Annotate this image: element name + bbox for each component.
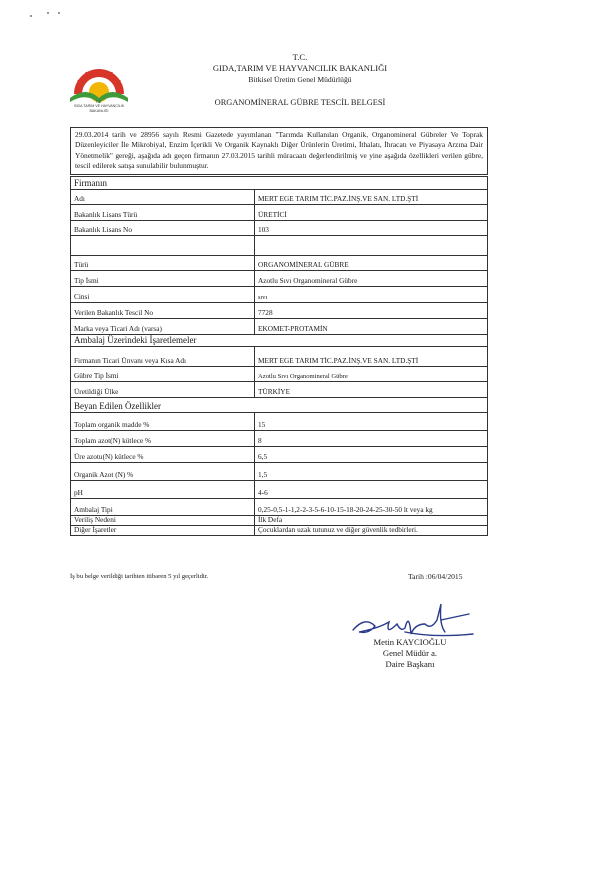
table-row: [71, 515, 487, 525]
row-label: pH: [71, 481, 255, 498]
logo-text-tc: T.C.: [95, 100, 103, 104]
table-row: [71, 498, 487, 515]
row-value: 8: [258, 436, 262, 445]
row-value: 7728: [258, 308, 273, 317]
table-row: [71, 346, 487, 366]
header-department: Bitkisel Üretim Genel Müdürlüğü: [248, 75, 352, 84]
row-value: Azotlu Sıvı Organomineral Gübre: [258, 373, 348, 380]
row-value: TÜRKİYE: [258, 387, 291, 396]
table-row: [71, 302, 487, 318]
row-value: 4-6: [258, 488, 268, 497]
row-value: 1,5: [258, 470, 268, 479]
row-label: Marka veya Ticari Adı (varsa): [71, 319, 255, 334]
table-row: [71, 381, 487, 397]
table-row: [71, 462, 487, 480]
scan-speck: [30, 15, 32, 17]
row-value: ORGANOMİNERAL GÜBRE: [258, 260, 349, 269]
row-label: Organik Azot (N) %: [71, 463, 255, 480]
table-row: [71, 220, 487, 235]
row-value: Azotlu Sıvı Organomineral Gübre: [258, 276, 358, 285]
logo-text-bakanlik: BAKANLIĞI: [89, 108, 109, 113]
logo-text-ministry: GIDA TARIM VE HAYVANCILIK: [73, 104, 125, 109]
scan-speck: [47, 12, 49, 14]
row-value: sıvı: [258, 294, 268, 301]
table-row: [71, 412, 487, 430]
row-label: Türü: [71, 256, 255, 270]
row-label: Verilen Bakanlık Tescil No: [71, 303, 255, 318]
row-label: Gübre Tip İsmi: [71, 367, 255, 381]
section-declared-properties: Beyan Edilen Özellikler: [71, 397, 487, 412]
signatory-title-1: Genel Müdür a.: [382, 648, 438, 658]
table-row: [71, 204, 487, 220]
row-label: Veriliş Nedeni: [71, 516, 255, 525]
row-value: MERT EGE TARIM TİC.PAZ.İNŞ.VE SAN. LTD.ŞTİ: [258, 356, 419, 365]
row-value: 103: [258, 225, 269, 234]
row-value: 15: [258, 420, 266, 429]
table-row: [71, 366, 487, 381]
row-value: İlk Defa: [258, 515, 283, 524]
row-label: Cinsi: [71, 287, 255, 302]
row-label: Adı: [71, 190, 255, 204]
signatory-name: Metin KAYCIOĞLU: [373, 637, 447, 647]
row-label: Firmanın Ticari Ünvanı veya Kısa Adı: [71, 347, 255, 366]
validity-note: İş bu belge verildiği tarihten itibaren 5 yıl geçerlidir.: [70, 573, 209, 580]
header-ministry: GIDA,TARIM VE HAYVANCILIK BAKANLIĞI: [212, 63, 388, 73]
row-label: Bakanlık Lisans No: [71, 221, 255, 235]
scan-speck: [58, 12, 60, 14]
blank-separator-row: [71, 235, 487, 255]
row-label: Diğer İşaretler: [71, 526, 255, 535]
table-row: [71, 189, 487, 204]
table-row: [71, 480, 487, 498]
table-row: [71, 286, 487, 302]
row-label: Bakanlık Lisans Türü: [71, 205, 255, 220]
table-row: [71, 255, 487, 270]
section-firm: Firmanın: [74, 178, 107, 188]
row-value: 0,25-0,5-1-1,2-2-3-5-6-10-15-18-20-24-25-30-50 lt veya kg: [258, 505, 433, 514]
signatory-title-2: Daire Başkanı: [385, 659, 435, 669]
table-row: [71, 270, 487, 286]
table-row: [71, 446, 487, 462]
document-title: ORGANOMİNERAL GÜBRE TESCİL BELGESİ: [214, 98, 386, 107]
header-tc: T.C.: [292, 52, 308, 62]
intro-paragraph: 29.03.2014 tarih ve 28956 sayılı Resmi Gazetede yayımlanan "Tarımda Kullanılan Organik, Organomineral Gübreler Ve Toprak Düzenleyiciler İle Mikrobiyal, Enzim İçerikli Ve Organik Kaynaklı Diğer Ürünlerin Üretimi, İthalatı, İhracatı ve Piyasaya Arzına Dair Yönetmelik" gereği, aşağıda adı geçen firmanın 27.03.2015 tarihli müracaatı değerlendirilmiş ve yine aşağıda özellikleri verilen gübre, tescil edilerek satışa sunulabilir bulunmuştur.: [70, 127, 488, 175]
section-package-markings: Ambalaj Üzerindeki İşaretlemeler: [71, 334, 487, 346]
row-value: ÜRETİCİ: [258, 210, 287, 219]
row-label: Toplam azot(N) kütlece %: [71, 431, 255, 446]
row-label: Üretildiği Ülke: [71, 382, 255, 397]
row-value: EKOMET-PROTAMİN: [258, 324, 328, 333]
row-label: Toplam organik madde %: [71, 413, 255, 430]
row-value: Çocuklardan uzak tutunuz ve diğer güvenlik tedbirleri.: [258, 525, 418, 534]
registration-table: [70, 176, 488, 536]
table-row: [71, 318, 487, 334]
row-value: 6,5: [258, 452, 268, 461]
row-label: Tip İsmi: [71, 271, 255, 286]
table-row: [71, 525, 487, 535]
row-label: Ambalaj Tipi: [71, 499, 255, 515]
row-label: Üre azotu(N) kütlece %: [71, 447, 255, 462]
row-value: MERT EGE TARIM TİC.PAZ.İNŞ.VE SAN. LTD.ŞTİ: [258, 194, 419, 203]
issue-date: Tarih :06/04/2015: [408, 572, 463, 581]
table-row: [71, 430, 487, 446]
